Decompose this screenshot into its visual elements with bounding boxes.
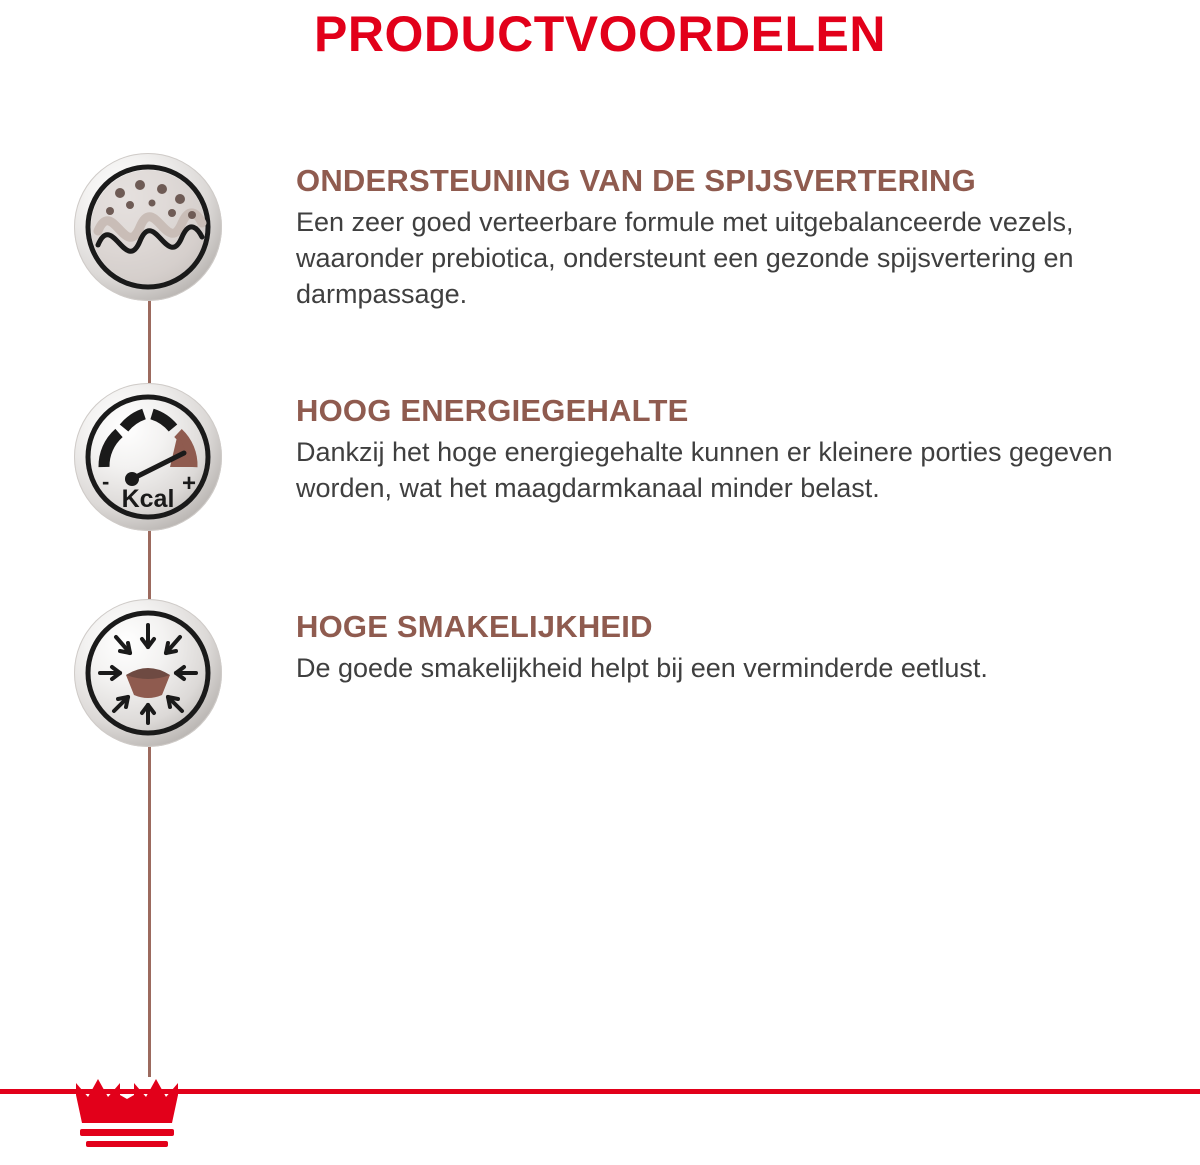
benefit-title: HOOG ENERGIEGEHALTE [296,392,689,428]
svg-text:Kcal: Kcal [121,484,175,513]
benefit-text-container [296,383,1200,507]
kcal-energy-gauge-icon [74,383,222,531]
benefit-item-palatability [0,599,1200,747]
benefit-icon-container [0,153,296,301]
benefit-title: ONDERSTEUNING VAN DE SPIJSVERTERING [296,162,976,198]
benefit-text-container [296,599,1200,687]
benefit-title: HOGE SMAKELIJKHEID [296,608,653,644]
page-title: PRODUCTVOORDELEN [314,6,886,62]
food-bowl-palatability-icon [74,599,222,747]
benefit-item-energy [0,383,1200,531]
intestine-digestion-icon [74,153,222,301]
benefit-icon-container [0,599,296,747]
benefit-item-digestion [0,153,1200,313]
royal-canin-crown-logo [68,1077,186,1165]
benefit-text-container [296,153,1200,313]
benefit-body: Dankzij het hoge energiegehalte kunnen er kleinere porties gegeven worden, wat het maagdarmkanaal minder belast. [296,437,1113,504]
svg-text:+: + [182,469,197,497]
footer [0,1077,1200,1165]
benefits-list [0,153,1200,1013]
benefit-icon-container [0,383,296,531]
benefit-body: De goede smakelijkheid helpt bij een verminderde eetlust. [296,653,988,684]
benefit-body: Een zeer goed verteerbare formule met uitgebalanceerde vezels, waaronder prebiotica, ondersteunt een gezonde spijsvertering en darmpassage. [296,207,1074,310]
svg-text:-: - [102,468,110,494]
